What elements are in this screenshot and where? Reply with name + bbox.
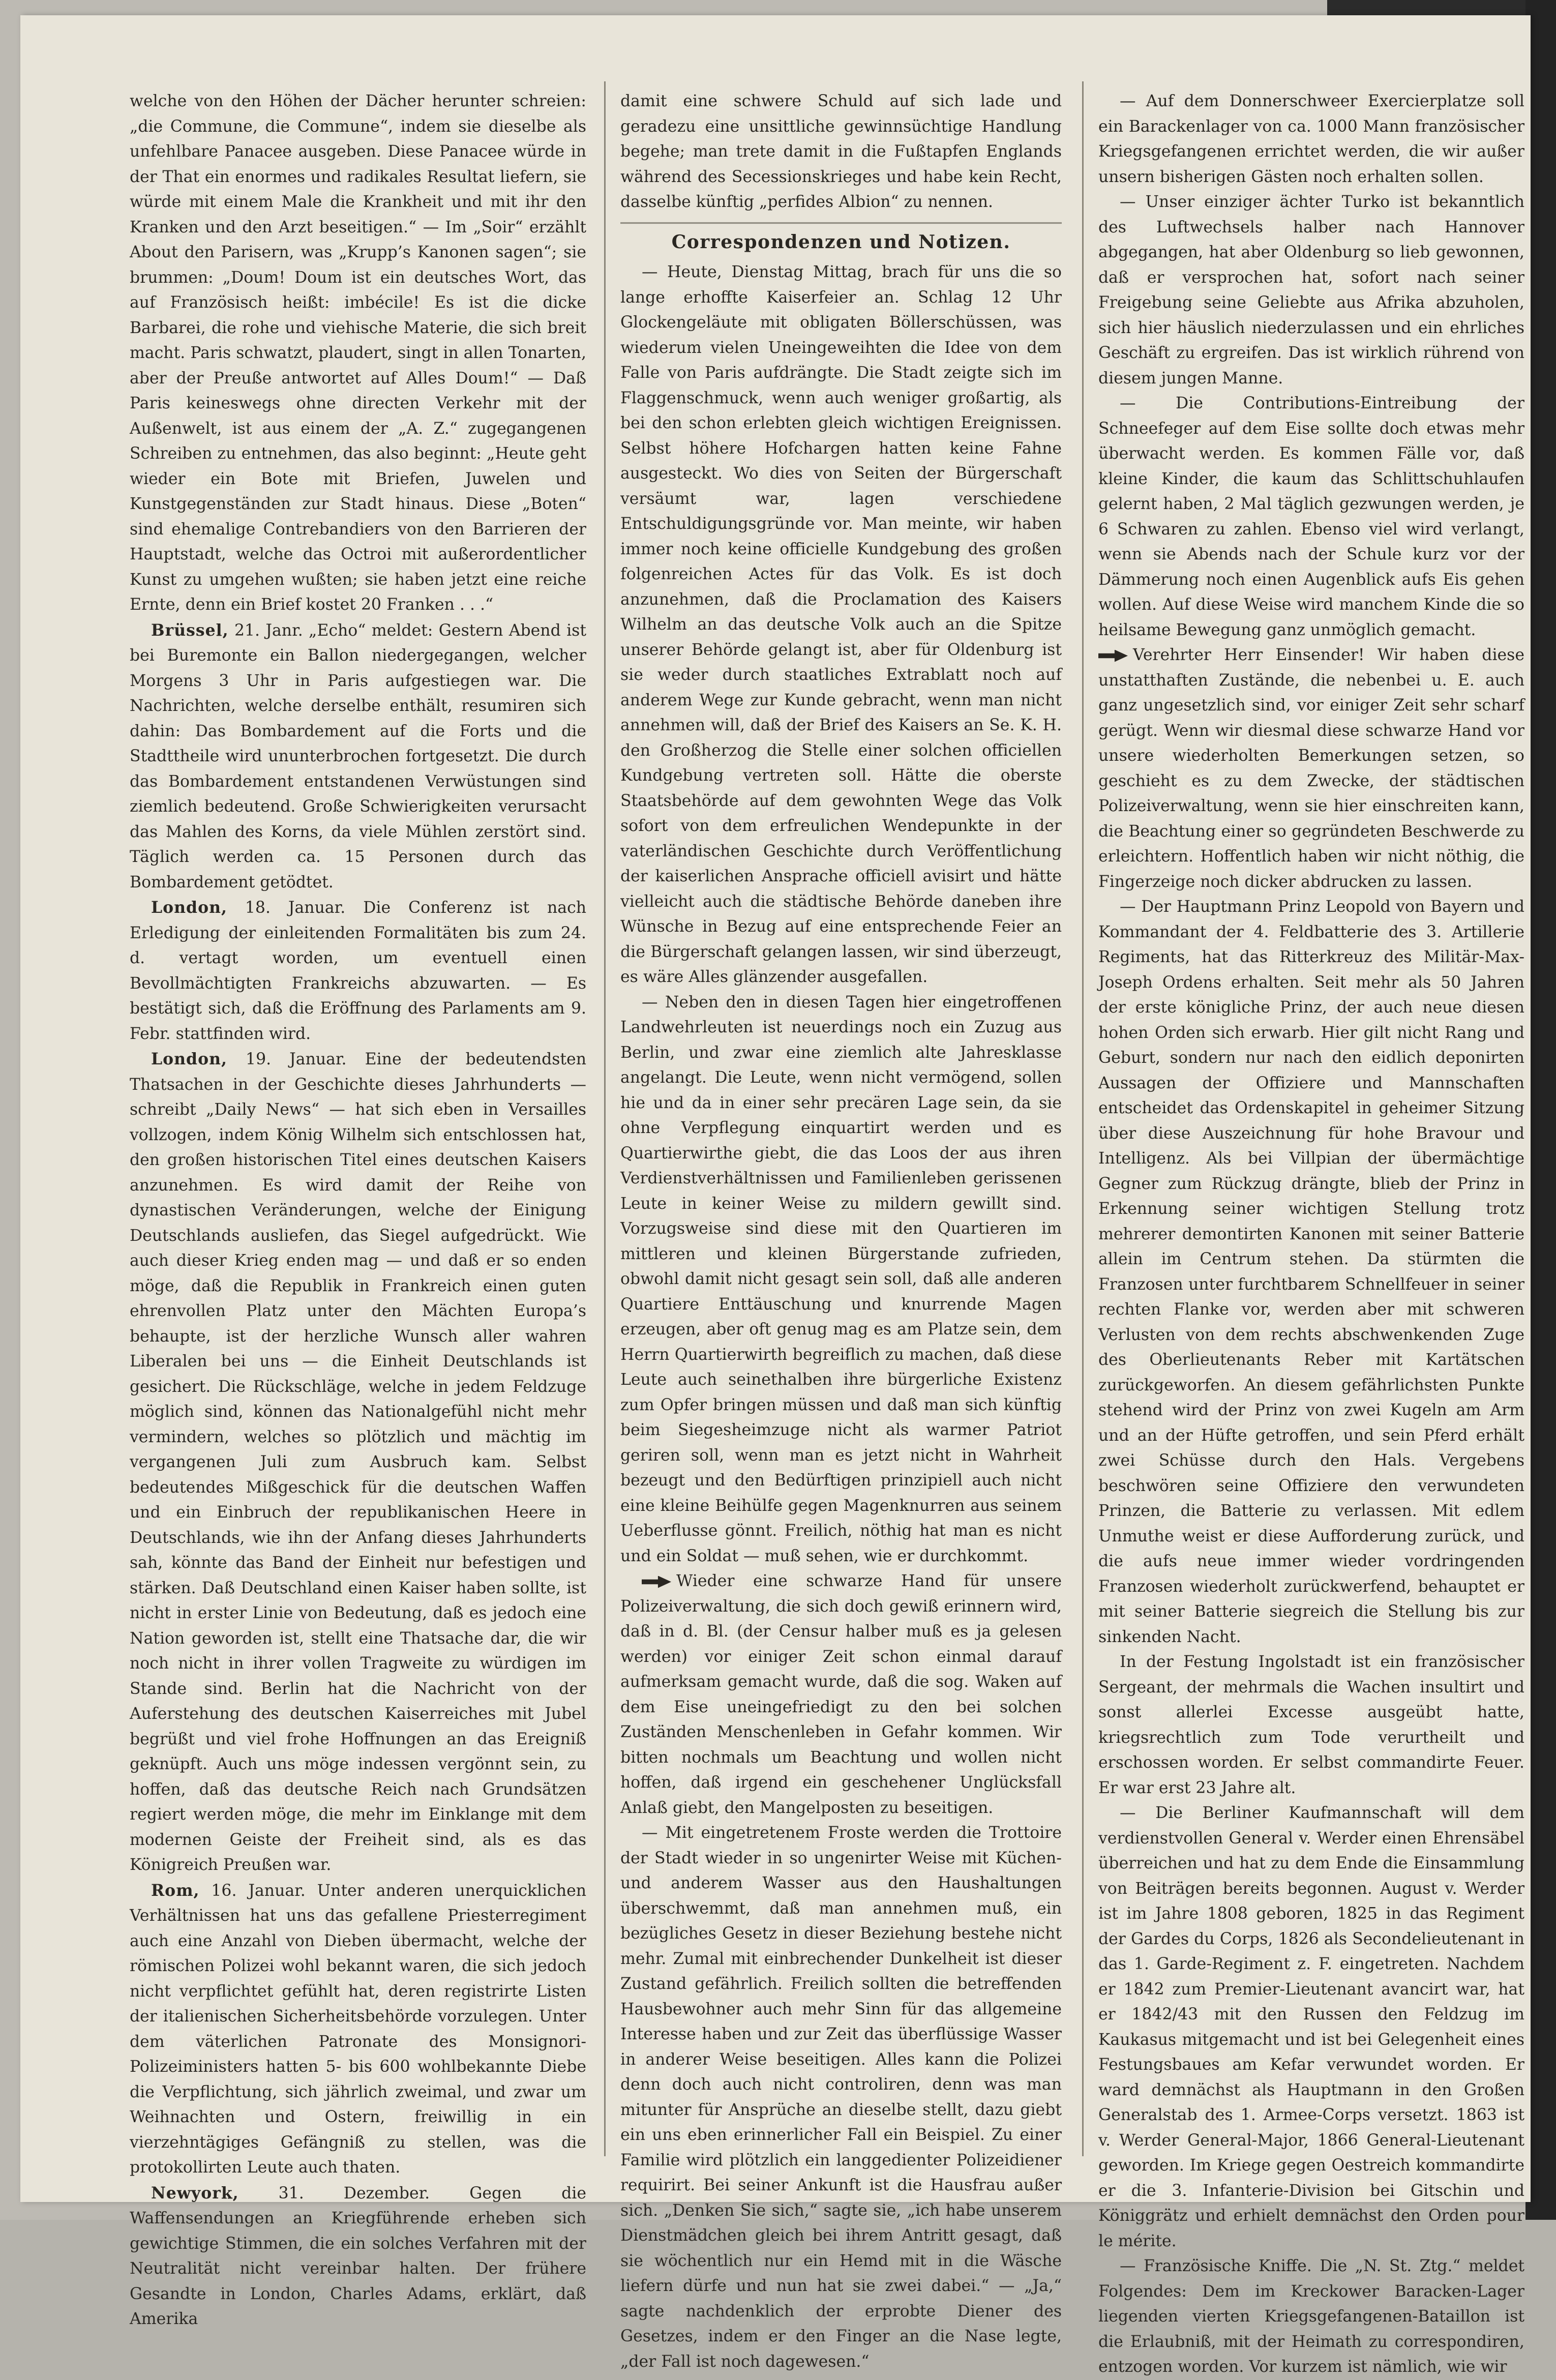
right-column: [1098, 89, 1524, 2376]
article-paragraph: Wieder eine schwarze Hand für unsere Polizeiverwaltung, die sich doch gewiß erinnern wird, daß in d. Bl. (der Censur halber muß es ja gelesen werden) vor einiger Zeit schon einmal darauf aufmerksam gemacht wurde, daß die sog. Waken auf dem Eise uneingefriedigt zu den bei solchen Zuständen Menschenleben in Gefahr kommen. Wir bitten nochmals um Beachtung und wollen nicht hoffen, daß irgend ein geschehener Unglücksfall Anlaß giebt, den Mangelposten zu beseitigen.: [620, 1572, 1062, 1817]
pointing-hand-icon: [642, 1576, 671, 1588]
article-paragraph: damit eine schwere Schuld auf sich lade und geradezu eine unsittliche gewinnsüchtige Handlung begehe; man trete damit in die Fußtapfen Englands während des Secessionskrieges und habe kein Recht, dasselbe künftig „perfides Albion“ zu nennen.: [620, 92, 1062, 211]
section-heading: Correspondenzen und Notizen.: [620, 222, 1062, 255]
article-paragraph: — Die Berliner Kaufmannschaft will dem verdienstvollen General v. Werder einen Ehrensäbel überreichen und hat zu dem Ende die Einsammlung von Beiträgen bereits begonnen. August v. Werder ist im Jahre 1808 geboren, 1825 in das Regiment der Gardes du Corps, 1826 als Secondelieutenant in das 1. Garde-Regiment z. F. eingetreten. Nachdem er 1842 zum Premier-Lieutenant avancirt war, hat er 1842/43 mit den Russen den Feldzug im Kaukasus mitgemacht und ist bei Gelegenheit eines Festungsbaues am Kefar verwundet worden. Er ward demnächst als Hauptmann in den Großen Generalstab des 1. Armee-Corps versetzt. 1863 ist v. Werder General-Major, 1866 General-Lieutenant geworden. Im Kriege gegen Oestreich kommandirte er die 3. Infanterie-Division bei Gitschin und Königgrätz und erhielt demnächst den Orden pour le mérite.: [1098, 1804, 1524, 2250]
article-paragraph: — Neben den in diesen Tagen hier eingetroffenen Landwehrleuten ist neuerdings noch ein Zuzug aus Berlin, und zwar eine ziemlich alte Jahresklasse angelangt. Die Leute, wenn nicht vermögend, sollen hie und da in einer sehr precären Lage sein, da sie ohne Verpflegung einquartirt werden und es Quartierwirthe giebt, die das Loos der aus ihren Verdienstverhältnissen und Familienleben gerissenen Leute in keiner Weise zu mildern gewillt sind. Vorzugsweise sind diese mit den Quartieren im mittleren und kleinen Bürgerstande zufrieden, obwohl damit nicht gesagt sein soll, daß alle anderen Quartiere Enttäuschung und knurrende Magen erzeugen, aber oft genug mag es am Platze sein, dem Herrn Quartierwirth begreiflich zu machen, daß diese Leute auch seinethalben ihre bürgerliche Existenz zum Opfer bringen müssen und daß man sich künftig beim Siegesheimzuge nicht als warmer Patriot geriren soll, wenn man es jetzt nicht in Wahrheit bezeugt und den Bedürftigen prinzipiell auch nicht eine kleine Beihülfe gegen Magenknurren aus seinem Ueberflusse gönnt. Freilich, nöthig hat man es nicht und ein Soldat — muß sehen, wie er durchkommt.: [620, 993, 1062, 1565]
article-paragraph: — Auf dem Donnerschweer Exercierplatze soll ein Barackenlager von ca. 1000 Mann französischer Kriegsgefangenen errichtet werden, die wir außer unsern bisherigen Gästen noch erhalten sollen.: [1098, 92, 1524, 186]
article-paragraph: — Französische Kniffe. Die „N. St. Ztg.“ meldet Folgendes: Dem im Kreckower Baracken-Lager liegenden vierten Kriegsgefangenen-Bataillon ist die Erlaubniß, mit der Heimath zu correspondiren, entzogen worden. Vor kurzem ist nämlich, wie wir: [1098, 2257, 1524, 2376]
article-paragraph: Newyork, 31. Dezember. Gegen die Waffensendungen an Kriegführende erheben sich gewichtige Stimmen, die ein solches Verfahren mit der Neutralität nicht vereinbar halten. Der frühere Gesandte in London, Charles Adams, erklärt, daß Amerika: [130, 2183, 586, 2328]
newspaper-page: [20, 15, 1531, 2376]
article-paragraph: London, 19. Januar. Eine der bedeutendsten Thatsachen in der Geschichte dieses Jahrhunderts — schreibt „Daily News“ — hat sich eben in Versailles vollzogen, indem König Wilhelm sich entschlossen hat, den großen historischen Titel eines deutschen Kaisers anzunehmen. Es wird damit der Reihe von dynastischen Veränderungen, welche der Einigung Deutschlands ausliefen, das Siegel aufgedrückt. Wie auch dieser Krieg enden mag — und daß er so enden möge, daß die Republik in Frankreich einen guten ehrenvollen Platz unter den Mächten Europa’s behaupte, ist der herzliche Wunsch aller wahren Liberalen bei uns — die Einheit Deutschlands ist gesichert. Die Rückschläge, welche in jedem Feldzuge möglich sind, können das Nationalgefühl nicht mehr vermindern, welches so plötzlich und mächtig im vergangenen Juli zum Ausbruch kam. Selbst bedeutendes Mißgeschick für die deutschen Waffen und ein Einbruch der republikanischen Heere in Deutschlands, wie ihn der Anfang dieses Jahrhunderts sah, könnte das Band der Einheit nur befestigen und stärken. Daß Deutschland einen Kaiser haben sollte, ist nicht in erster Linie von Bedeutung, daß es jedoch eine Nation geworden ist, stellt eine Thatsache dar, die wir noch nicht in ihrer vollen Tragweite zu würdigen im Stande sind. Berlin hat die Nachricht von der Auferstehung des deutschen Kaiserreiches mit Jubel begrüßt und viel frohe Hoffnungen an das Ereigniß geknüpft. Auch uns möge indessen vergönnt sein, zu hoffen, daß das deutsche Reich nach Grundsätzen regiert werden möge, die mehr im Einklange mit dem modernen Geiste der Freiheit sind, als es das Königreich Preußen war.: [130, 1050, 586, 1874]
dateline: London,: [151, 1050, 227, 1068]
article-paragraph: Rom, 16. Januar. Unter anderen unerquicklichen Verhältnissen hat uns das gefallene Priesterregiment auch eine Anzahl von Dieben übermacht, welche der römischen Polizei wohl bekannt waren, die sich jedoch nicht verpflichtet gefühlt hat, deren registrirte Listen der italienischen Sicherheitsbehörde vorzulegen. Unter dem väterlichen Patronate des Monsignori-Polizeiministers hatten 5- bis 600 wohlbekannte Diebe die Verpflichtung, sich jährlich zweimal, und zwar um Weihnachten und Ostern, freiwillig in ein vierzehntägiges Gefängniß zu stellen, was die protokollirten Leute auch thaten.: [130, 1881, 586, 2177]
article-paragraph: Verehrter Herr Einsender! Wir haben diese unstatthaften Zustände, die nebenbei u. E. auch ganz ungesetzlich sind, vor einiger Zeit sehr scharf gerügt. Wenn wir diesmal diese schwarze Hand vor unsere wiederholten Bemerkungen setzen, so geschieht es zu dem Zwecke, der städtischen Polizeiverwaltung, wenn sie hier einschreiten kann, die Beachtung einer so gegründeten Beschwerde zu erleichtern. Hoffentlich haben wir nicht nöthig, die Fingerzeige noch dicker abdrucken zu lassen.: [1098, 646, 1524, 891]
article-paragraph: — Heute, Dienstag Mittag, brach für uns die so lange erhoffte Kaiserfeier an. Schlag 12 Uhr Glockengeläute mit obligaten Böllerschüssen, was wiederum vielen Uneingeweihten die Idee von dem Falle von Paris aufdrängte. Die Stadt zeigte sich im Flaggenschmuck, wenn auch weniger großartig, als bei den schon erlebten gleich wichtigen Ereignissen. Selbst höhere Hofchargen hatten keine Fahne ausgesteckt. Wo dies von Seiten der Bürgerschaft versäumt war, lagen verschiedene Entschuldigungsgründe vor. Man meinte, wir haben immer noch keine officielle Kundgebung des großen folgenreichen Actes für das Volk. Es ist doch anzunehmen, daß die Proclamation des Kaisers Wilhelm an das deutsche Volk auch an die Spitze unserer Behörde gelangt ist, aber für Oldenburg ist sie weder durch staatliches Extrablatt noch auf anderem Wege zur Kunde gebracht, wenn man nicht annehmen will, daß der Brief des Kaisers an Se. K. H. den Großherzog die Stelle einer solchen officiellen Kundgebung vertreten soll. Hätte die oberste Staatsbehörde auf dem gewohnten Wege das Volk sofort von dem erfreulichen Wendepunkte in der vaterländischen Geschichte durch Veröffentlichung der kaiserlichen Ansprache officiell avisirt und hätte vielleicht auch die städtische Behörde daneben ihre Wünsche in Bezug auf eine entsprechende Feier an die Bürgerschaft gelangen lassen, wir sind überzeugt, es wäre Alles glänzender ausgefallen.: [620, 263, 1062, 986]
middle-column: [620, 89, 1062, 2371]
article-paragraph: London, 18. Januar. Die Conferenz ist nach Erledigung der einleitenden Formalitäten bis zum 24. d. vertagt worden, um eventuell einen Bevollmächtigten Frankreichs abzuwarten. — Es bestätigt sich, daß die Eröffnung des Parlaments am 9. Febr. stattfinden wird.: [130, 898, 586, 1043]
dateline: London,: [151, 898, 227, 917]
pointing-hand-icon: [1098, 650, 1128, 662]
dateline: Brüssel,: [151, 620, 229, 640]
column-rule: [1082, 81, 1084, 2156]
left-column: [130, 89, 586, 2328]
article-paragraph: — Die Contributions-Eintreibung der Schneefeger auf dem Eise sollte doch etwas mehr überwacht werden. Es kommen Fälle vor, daß kleine Kinder, die kaum das Schlittschuhlaufen gelernt haben, 2 Mal täglich gezwungen werden, je 6 Schwaren zu zahlen. Ebenso viel wird verlangt, wenn sie Abends nach der Schule kurz vor der Dämmerung noch einen Augenblick aufs Eis gehen wollen. Auf diese Weise wird manchem Kinde die so heilsame Bewegung ganz unmöglich gemacht.: [1098, 394, 1524, 639]
article-paragraph: — Unser einziger ächter Turko ist bekanntlich des Luftwechsels halber nach Hannover abgegangen, hat aber Oldenburg so lieb gewonnen, daß er versprochen hat, sofort nach seiner Freigebung seine Geliebte aus Afrika abzuholen, sich hier häuslich niederzulassen und ein ehrliches Geschäft zu ergreifen. Das ist wirklich rührend von diesem jungen Manne.: [1098, 193, 1524, 388]
article-paragraph: welche von den Höhen der Dächer herunter schreien: „die Commune, die Commune“, indem sie dieselbe als unfehlbare Panacee ausgeben. Diese Panacee würde in der That ein enormes und radikales Resultat liefern, sie würde mit einem Male die Krankheit und mit ihr den Kranken und den Arzt beseitigen.“ — Im „Soir“ erzählt About den Parisern, was „Krupp’s Kanonen sagen“; sie brummen: „Doum! Doum ist ein deutsches Wort, das auf Französisch heißt: imbécile! Es ist die dicke Barbarei, die rohe und viehische Materie, die sich breit macht. Paris schwatzt, plaudert, singt in allen Tonarten, aber der Preuße antwortet auf Alles Doum!“ — Daß Paris keineswegs ohne directen Verkehr mit der Außenwelt, ist aus einem der „A. Z.“ zugegangenen Schreiben zu entnehmen, das also beginnt: „Heute geht wieder ein Bote mit Briefen, Juwelen und Kunstgegenständen zur Stadt hinaus. Diese „Boten“ sind ehemalige Contrebandiers von den Barrieren der Hauptstadt, welche das Octroi mit außerordentlicher Kunst zu umgehen wußten; sie haben jetzt eine reiche Ernte, denn ein Brief kostet 20 Franken . . .“: [130, 92, 586, 614]
article-paragraph: — Der Hauptmann Prinz Leopold von Bayern und Kommandant der 4. Feldbatterie des 3. Artillerie Regiments, hat das Ritterkreuz des Militär-Max-Joseph Ordens erhalten. Seit mehr als 50 Jahren der erste königliche Prinz, der auch neue diesen hohen Orden sich erwarb. Hier gilt nicht Rang und Geburt, sondern nur nach den eidlich deponirten Aussagen der Offiziere und Mannschaften entscheidet das Ordenskapitel in geheimer Sitzung über diese Auszeichnung für hohe Bravour und Intelligenz. Als bei Villpian der übermächtige Gegner zum Rückzug drängte, blieb der Prinz in Erkennung seiner wichtigen Stellung trotz mehrerer demontirten Kanonen mit seiner Batterie allein im Centrum stehen. Da stürmten die Franzosen unter furchtbarem Schnellfeuer in seiner rechten Flanke vor, werden aber mit schweren Verlusten von dem rechts abschwenkenden Zuge des Oberlieutenants Reber mit Kartätschen zurückgeworfen. An diesem gefährlichsten Punkte stehend wird der Prinz von zwei Kugeln am Arm und an der Hüfte getroffen, und sein Pferd erhält zwei Schüsse durch den Hals. Vergebens beschwören seine Offiziere den verwundeten Prinzen, die Batterie zu verlassen. Mit edlem Unmuthe weist er diese Aufforderung zurück, und die aufs neue immer wieder vordringenden Franzosen wiederholt zurückwerfend, behauptet er mit seiner Batterie siegreich die Stellung bis zur sinkenden Nacht.: [1098, 898, 1524, 1646]
column-rule: [604, 81, 606, 2156]
article-paragraph: — Mit eingetretenem Froste werden die Trottoire der Stadt wieder in so ungenirter Weise mit Küchen- und anderem Wasser aus den Haushaltungen überschwemmt, daß man annehmen muß, ein bezügliches Gesetz in dieser Beziehung bestehe nicht mehr. Zumal mit einbrechender Dunkelheit ist dieser Zustand gefährlich. Freilich sollten die betreffenden Hausbewohner auch mehr Sinn für das allgemeine Interesse haben und zur Zeit das überflüssige Wasser in anderer Weise beseitigen. Alles kann die Polizei denn doch auch nicht controliren, denn was man mitunter für Ansprüche an dieselbe stellt, dazu giebt ein uns eben erinnerlicher Fall ein Beispiel. Zu einer Familie wird plötzlich ein langgedienter Polizeidiener requirirt. Bei seiner Ankunft ist die Hausfrau außer sich. „Denken Sie sich,“ sagte sie, „ich habe unserem Dienstmädchen gleich bei ihrem Antritt gesagt, daß sie wöchentlich nur ein Hemd mit in die Wäsche liefern dürfe und nun hat sie zwei dabei.“ — „Ja,“ sagte nachdenklich der erprobte Diener des Gesetzes, indem er den Finger an die Nase legte, „der Fall ist noch dagewesen.“: [620, 1824, 1062, 2371]
article-paragraph: Brüssel, 21. Janr. „Echo“ meldet: Gestern Abend ist bei Buremonte ein Ballon niedergegangen, welcher Morgens 3 Uhr in Paris aufgestiegen war. Die Nachrichten, welche derselbe enthält, resumiren sich dahin: Das Bombardement auf die Forts und die Stadttheile wird ununterbrochen fortgesetzt. Die durch das Bombardement entstandenen Verwüstungen sind ziemlich bedeutend. Große Schwierigkeiten verursacht das Mahlen des Korns, da viele Mühlen zerstört sind. Täglich werden ca. 15 Personen durch das Bombardement getödtet.: [130, 620, 586, 891]
dateline: Newyork,: [151, 2183, 239, 2203]
dateline: Rom,: [151, 1881, 200, 1900]
article-paragraph: In der Festung Ingolstadt ist ein französischer Sergeant, der mehrmals die Wachen insultirt und sonst allerlei Excesse ausgeübt hatte, kriegsrechtlich zum Tode verurtheilt und erschossen worden. Er selbst commandirte Feuer. Er war erst 23 Jahre alt.: [1098, 1653, 1524, 1797]
